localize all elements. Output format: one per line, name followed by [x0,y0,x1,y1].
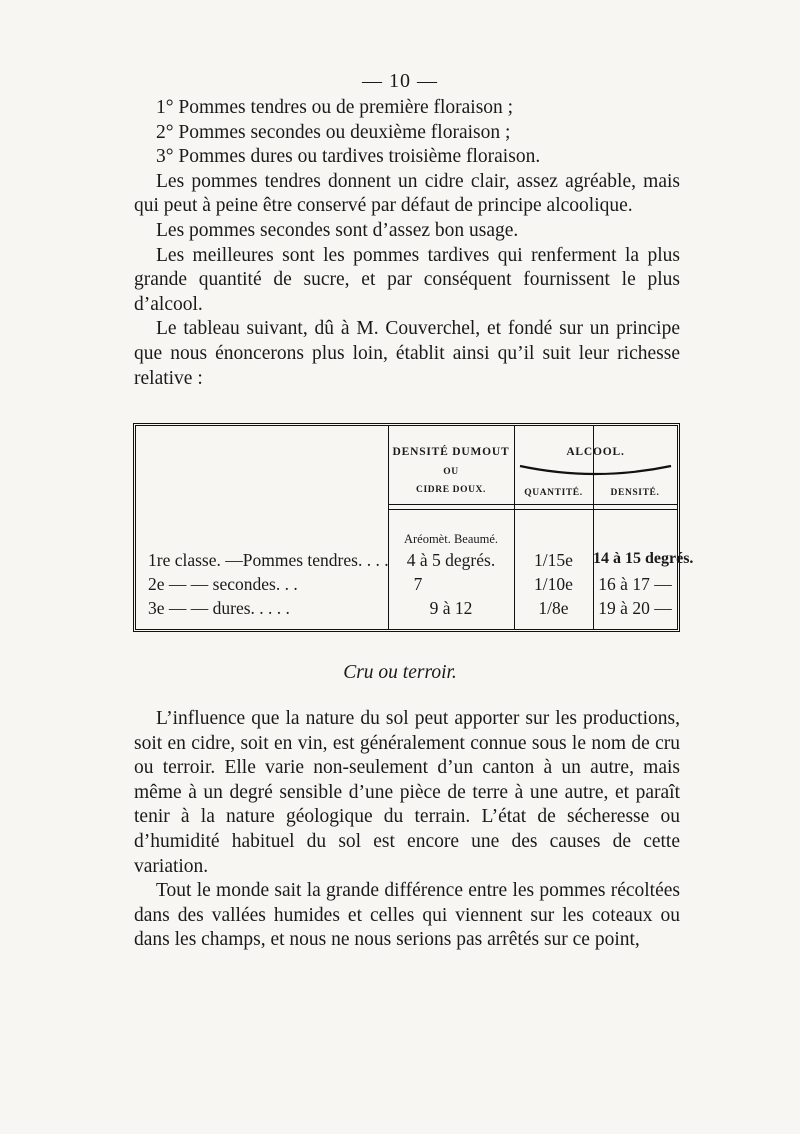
paragraph: Les pommes tendres donnent un cidre clair, assez agréable, mais qui peut à peine être conservé par défaut de principe alcoolique. [134,170,680,217]
page-number: — 10 — [362,70,438,92]
table-cell: 1/8e [538,598,569,618]
instrument-label: Aréomèt. Beaumé. [403,532,499,546]
section-title: Cru ou terroir. [343,662,457,683]
table-header-rule [388,504,677,505]
richness-table [133,423,694,632]
list-item: 3° Pommes dures ou tardives troisième floraison. [156,146,541,168]
table-cell: 4 à 5 degrés. [406,550,496,570]
table-cell: 1/15e [534,550,573,570]
brace-icon [518,464,673,476]
list-item: 1° Pommes tendres ou de première floraison ; [156,97,514,118]
table-row-label: 1re classe. —Pommes tendres. . . . [148,550,389,570]
text-block-bottom [134,707,680,953]
header-density-mout: DENSITÉ DUMOUT [392,446,510,458]
header-densite: DENSITÉ. [610,488,660,498]
table-cell: 9 à 12 [429,598,473,618]
paragraph: Les pommes secondes sont d’assez bon usage. [156,219,519,241]
table-cell: 7 [413,574,423,594]
header-alcool: ALCOOL. [566,446,625,458]
header-density-ou: OU [443,467,459,477]
table-cell: 19 à 20 — [598,598,672,618]
header-cidre-doux: CIDRE DOUX. [416,485,486,495]
table-cell: 16 à 17 — [598,574,672,594]
header-quantite: QUANTITÉ. [524,488,583,498]
paragraph: L’influence que la nature du sol peut apporter sur les productions, soit en cidre, soit en vin, est généralement connue sous le nom de cru ou terroir. Elle varie non-seulement d’un canton à un autre, mais même à un degré sensible d’une pièce de terre à une autre, et paraît tenir à la nature géologique du terrain. L’état de sécheresse ou d’humidité habituel du sol est encore une des causes de cette variation. [134,708,680,877]
table-row-label: 3e — — dures. . . . . [148,598,290,618]
table-header-rule [388,509,677,510]
list-item: 2° Pommes secondes ou deuxième floraison ; [156,121,511,143]
table-row-label: 2e — — secondes. . . [148,574,298,594]
table-cell: 1/10e [534,574,573,594]
paragraph: Le tableau suivant, dû à M. Couverchel, et fondé sur un principe que nous énoncerons plus loin, établit ainsi qu’il suit leur richesse relative : [134,318,680,389]
table-cell: 14 à 15 degrés. [593,550,694,567]
text-block-top [134,96,680,391]
paragraph: Les meilleures sont les pommes tardives qui renferment la plus grande quantité de sucre, et par conséquent fournissent le plus d’alcool. [134,244,680,315]
paragraph: Tout le monde sait la grande différence entre les pommes récoltées dans des vallées humides et celles qui viennent sur les coteaux ou dans les champs, et nous ne nous serions pas arrêtés sur ce point, [134,880,680,951]
